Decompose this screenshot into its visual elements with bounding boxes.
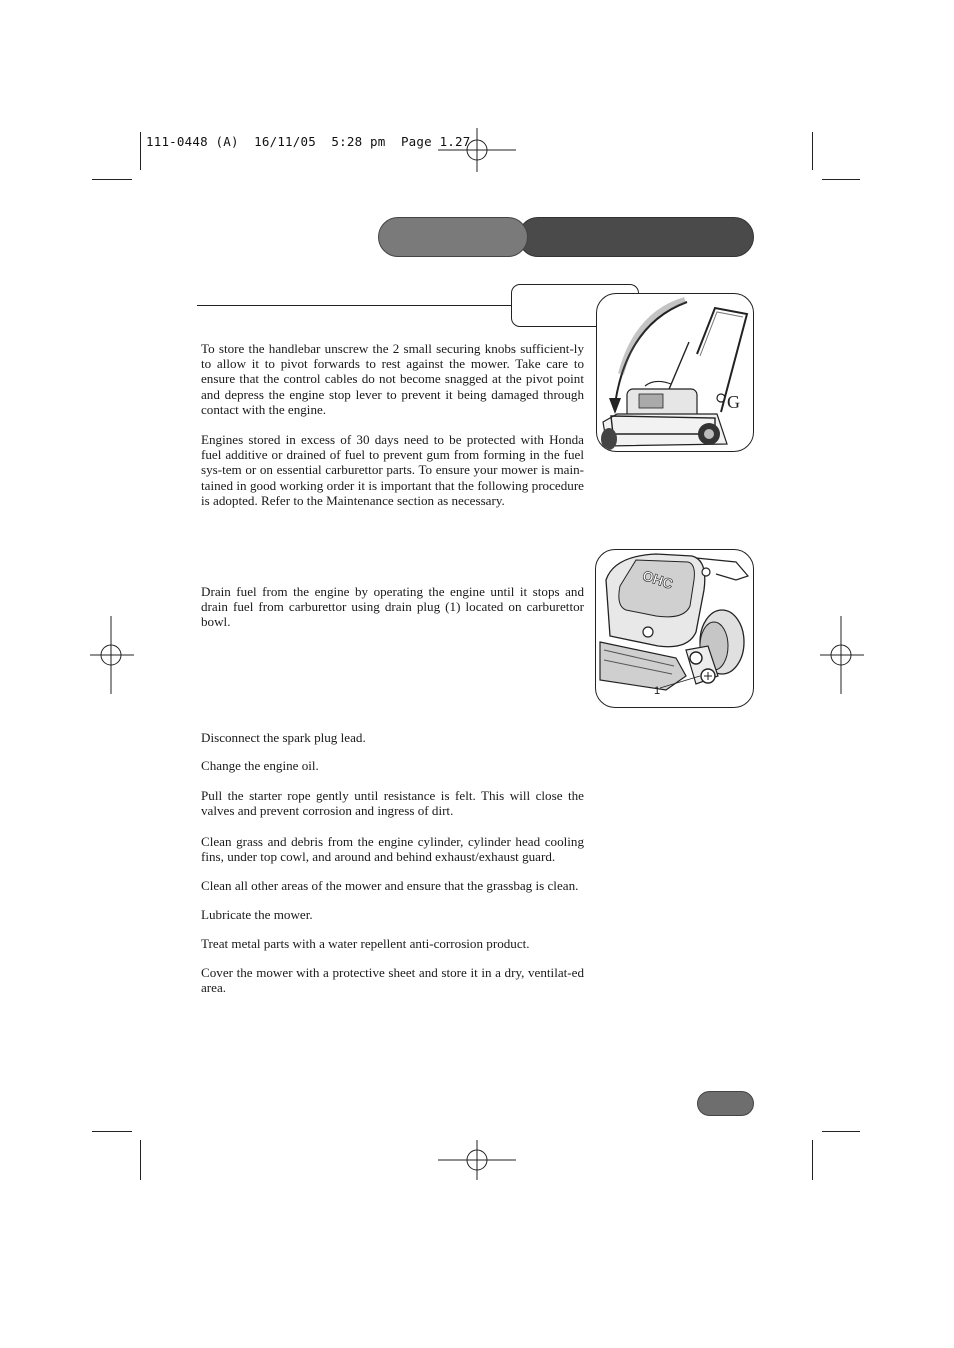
crop-mark-icon [812,1140,813,1180]
svg-text:OHC: OHC [640,567,676,592]
svg-text:G: G [727,392,740,412]
step-change-oil: Change the engine oil. [201,758,319,773]
registration-mark-icon [820,616,864,694]
step-pull-starter-rope: Pull the starter rope gently until resistance is felt. This will close the valves and prevent corrosion and ingress of dirt. [201,788,584,819]
step-treat-metal: Treat metal parts with a water repellent anti-corrosion product. [201,936,530,951]
registration-mark-icon [90,616,134,694]
drain-plug-callout: 1 [654,685,661,697]
step-clean-engine: Clean grass and debris from the engine cylinder, cylinder head cooling fins, under top cowl, and around and behind exhaust/exhaust guard. [201,834,584,865]
handlebar-storage-paragraph: To store the handlebar unscrew the 2 small securing knobs sufficient-ly to allow it to pivot forwards to rest against the mower. Take care to ensure that the control cables do not become snagged at the pivot point and depress the engine stop lever to prevent it being damaged through contact with the engine. [201,341,584,417]
page-number-pill [697,1091,754,1116]
header-section-pill [518,217,754,257]
print-slug: 111-0448 (A) 16/11/05 5:28 pm Page 1.27 [146,134,471,149]
crop-mark-icon [812,132,813,170]
step-cover-mower: Cover the mower with a protective sheet and store it in a dry, ventilat-ed area. [201,965,584,996]
step-disconnect-spark-plug: Disconnect the spark plug lead. [201,730,366,745]
crop-mark-icon [92,179,132,180]
drain-fuel-paragraph: Drain fuel from the engine by operating the engine until it stops and drain fuel from carburettor using drain plug (1) located on carburettor bowl. [201,584,584,630]
engine-storage-paragraph: Engines stored in excess of 30 days need to be protected with Honda fuel additive or drained of fuel to prevent gum from forming in the fuel sys-tem or on essential carburettor parts. To ensure your mower is main-tained in good working order it is important that the following procedure is adopted. Refer to the Maintenance section as necessary. [201,432,584,508]
handlebar-fold-illustration [596,293,754,452]
section-rule [197,305,513,306]
step-clean-mower: Clean all other areas of the mower and ensure that the grassbag is clean. [201,878,579,893]
crop-mark-icon [92,1131,132,1132]
registration-mark-icon [438,1140,516,1180]
step-lubricate: Lubricate the mower. [201,907,313,922]
carburettor-drain-plug-illustration [595,549,754,708]
crop-mark-icon [140,1140,141,1180]
crop-mark-icon [822,1131,860,1132]
crop-mark-icon [140,132,141,170]
crop-mark-icon [822,179,860,180]
header-chapter-pill [378,217,528,257]
